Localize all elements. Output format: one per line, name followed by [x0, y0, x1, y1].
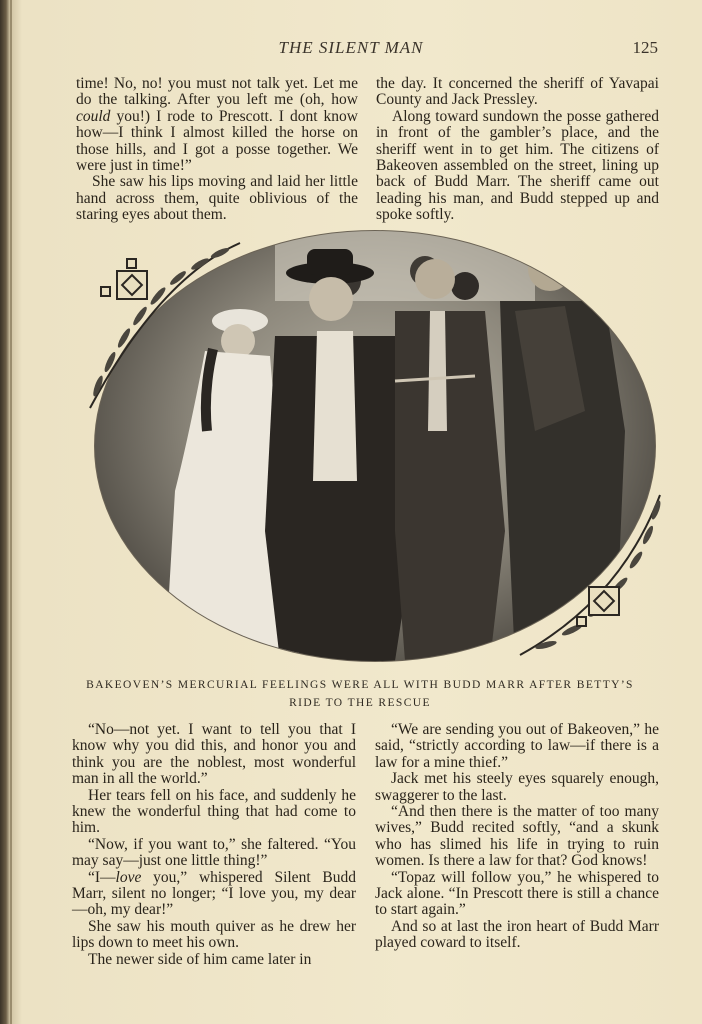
ornament-square-icon: [100, 286, 111, 297]
bottom-left-column: [72, 722, 356, 968]
top-left-column: [76, 76, 358, 224]
ornament-square-icon: [126, 258, 137, 269]
text-run: you!) I rode to Prescott. I dont know how—I think I almost killed the horse on those hills, and I got a posse together. We were just in time!”: [76, 107, 358, 175]
paragraph: Along toward sundown the posse gathered in front of the gambler’s place, and the sheriff went in to get him. The citizens of Bakeoven assembled on the street, lining up back of Budd Marr. The sheriff came out leading his man, and Budd stepped up and spoke softly.: [376, 107, 659, 224]
paragraph: “Now, if you want to,” she faltered. “You may say—just one little thing!”: [72, 835, 356, 870]
paragraph: Her tears fell on his face, and suddenly he knew the wonderful thing that had come to him.: [72, 786, 356, 837]
running-title: THE SILENT MAN: [278, 38, 424, 57]
ornament-emblem-icon: [116, 270, 148, 300]
text-run: “I—: [88, 868, 116, 886]
paragraph: [72, 870, 356, 919]
laurel-branch-icon: [510, 490, 664, 660]
text-run: you,” whispered Silent Budd Marr, silent no longer; “I love you, my dear—oh, my dear!”: [72, 868, 356, 919]
caption-line: RIDE TO THE RESCUE: [289, 697, 431, 709]
page-number: 125: [632, 38, 658, 57]
paragraph: She saw his mouth quiver as he drew her lips down to meet his own.: [72, 917, 356, 952]
photo-plate: [70, 228, 664, 668]
emphasis-text: could: [76, 107, 111, 125]
paragraph: “We are sending you out of Bakeoven,” he said, “strictly according to law—if there is a law for a mine thief.”: [375, 721, 659, 771]
paragraph: Jack met his steely eyes squarely enough, swaggerer to the last.: [375, 770, 659, 804]
caption-line: BAKEOVEN’S MERCURIAL FEELINGS WERE ALL WITH BUDD MARR AFTER BETTY’S: [86, 679, 634, 691]
paragraph: “And then there is the matter of too many wives,” Budd recited softly, “and a skunk who has slimed his life in trying to ruin women. Is there a law for that? God knows!: [375, 803, 659, 870]
bottom-right-column: [375, 722, 659, 952]
paragraph: the day. It concerned the sheriff of Yavapai County and Jack Pressley.: [376, 75, 659, 109]
paragraph: And so at last the iron heart of Budd Marr played coward to itself.: [375, 917, 659, 952]
text-run: time! No, no! you must not talk yet. Let me do the talking. After you left me (oh, how: [76, 75, 358, 109]
paragraph: [76, 76, 358, 174]
paragraph: “No—not yet. I want to tell you that I know why you did this, and honor you and think you are the noblest, most wonderful man in all the world.”: [72, 721, 356, 788]
laurel-branch-icon: [70, 238, 250, 418]
page-header: [0, 38, 702, 62]
emphasis-text: love: [115, 868, 142, 886]
paragraph: “Topaz will follow you,” he whispered to Jack alone. “In Prescott there is still a chance to start again.”: [375, 868, 659, 919]
photo-caption: [60, 676, 660, 712]
ornament-square-icon: [576, 616, 587, 627]
top-right-column: [376, 76, 659, 224]
paragraph: She saw his lips moving and laid her little hand across them, quite oblivious of the staring eyes about them.: [76, 173, 358, 224]
ornament-emblem-icon: [588, 586, 620, 616]
book-gutter: [10, 0, 12, 1024]
paragraph: The newer side of him came later in: [88, 950, 312, 968]
